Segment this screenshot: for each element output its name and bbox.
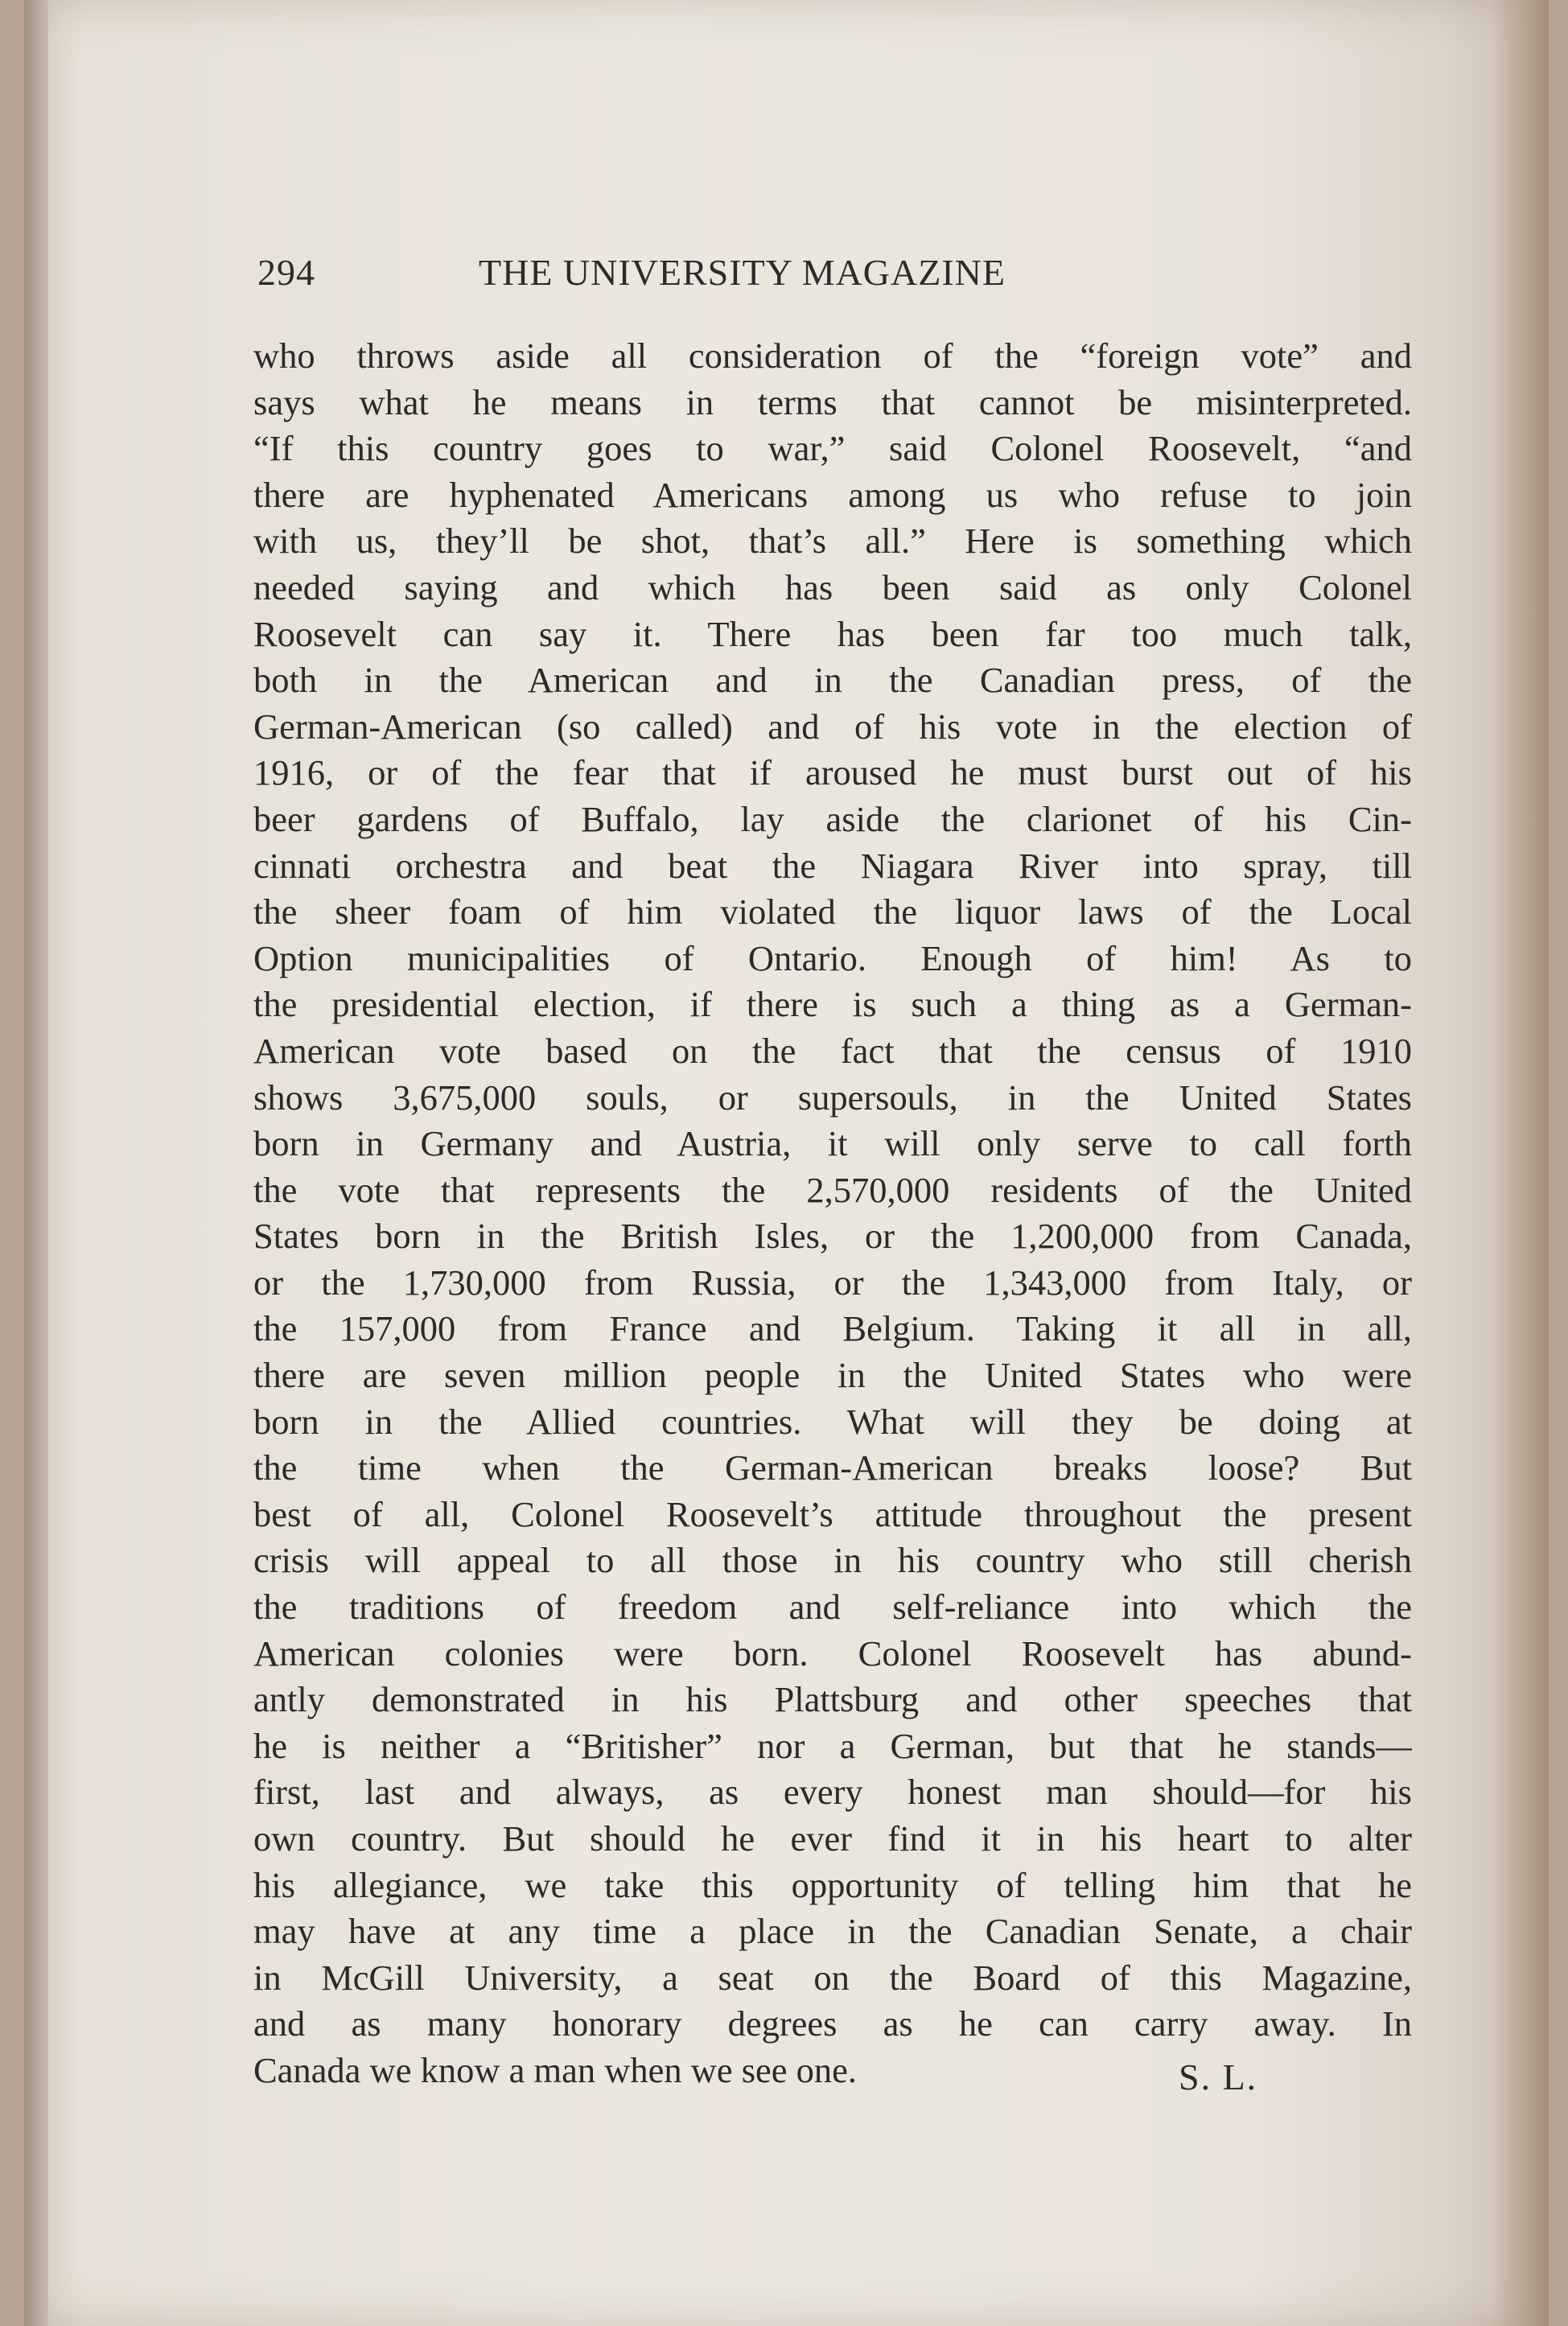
book-page <box>24 0 1549 2326</box>
text-line: there are hyphenated Americans among us who refuse to join <box>253 474 1412 515</box>
text-line: born in the Allied countries. What will they be doing at <box>253 1401 1412 1442</box>
text-line: born in Germany and Austria, it will only serve to call forth <box>253 1123 1412 1164</box>
text-line: says what he means in terms that cannot be misinterpreted. <box>253 381 1412 422</box>
page-edge-shadow <box>1492 0 1549 2326</box>
text-line: who throws aside all consideration of the “foreign vote” and <box>253 336 1412 376</box>
text-line: shows 3,675,000 souls, or supersouls, in the United States <box>253 1077 1412 1118</box>
text-line: own country. But should he ever find it in his heart to alter <box>253 1818 1412 1859</box>
text-line: crisis will appeal to all those in his country who still cherish <box>253 1540 1412 1581</box>
page-header <box>257 251 1102 299</box>
text-line: antly demonstrated in his Plattsburg and other speeches that <box>253 1679 1412 1720</box>
text-line: first, last and always, as every honest man should—for his <box>253 1772 1412 1813</box>
text-line: cinnati orchestra and beat the Niagara River into spray, till <box>253 845 1412 886</box>
text-line: may have at any time a place in the Canadian Senate, a chair <box>253 1911 1412 1952</box>
text-line: the sheer foam of him violated the liquor laws of the Local <box>253 891 1412 932</box>
running-title: THE UNIVERSITY MAGAZINE <box>479 252 1006 293</box>
page-number: 294 <box>257 252 315 293</box>
closing-sentence: Canada we know a man when we see one. <box>253 2049 858 2090</box>
text-line: his allegiance, we take this opportunity of telling him that he <box>253 1864 1412 1905</box>
page-gutter <box>24 0 48 2326</box>
text-line: best of all, Colonel Roosevelt’s attitude throughout the present <box>253 1493 1412 1534</box>
text-line: needed saying and which has been said as only Colonel <box>253 566 1412 607</box>
text-line: States born in the British Isles, or the 1,200,000 from Canada, <box>253 1216 1412 1257</box>
text-line: American vote based on the fact that the census of 1910 <box>253 1030 1412 1071</box>
text-line: beer gardens of Buffalo, lay aside the clarionet of his Cin- <box>253 798 1412 839</box>
text-line: the vote that represents the 2,570,000 residents of the United <box>253 1169 1412 1210</box>
text-line: both in the American and in the Canadian press, of the <box>253 660 1412 701</box>
text-line: with us, they’ll be shot, that’s all.” Here is something which <box>253 521 1412 562</box>
text-line: he is neither a “Britisher” nor a German, but that he stands— <box>253 1725 1412 1766</box>
text-line: German-American (so called) and of his vote in the election of <box>253 706 1412 747</box>
text-line: or the 1,730,000 from Russia, or the 1,343,000 from Italy, or <box>253 1262 1412 1303</box>
text-line: 1916, or of the fear that if aroused he must burst out of his <box>253 752 1412 793</box>
text-line: there are seven million people in the United States who were <box>253 1355 1412 1396</box>
text-line: and as many honorary degrees as he can carry away. In <box>253 2003 1412 2044</box>
text-line: Roosevelt can say it. There has been far too much talk, <box>253 613 1412 654</box>
article-body <box>253 333 1412 2094</box>
text-line: the time when the German-American breaks loose? But <box>253 1447 1412 1488</box>
text-line: the 157,000 from France and Belgium. Taking it all in all, <box>253 1308 1412 1349</box>
text-line: in McGill University, a seat on the Board of this Magazine, <box>253 1957 1412 1998</box>
text-line: American colonies were born. Colonel Roosevelt has abund- <box>253 1632 1412 1673</box>
text-line: Option municipalities of Ontario. Enough of him! As to <box>253 937 1412 978</box>
closing-line <box>253 2048 1412 2094</box>
text-line: the traditions of freedom and self-reliance into which the <box>253 1587 1412 1628</box>
text-line: “If this country goes to war,” said Colonel Roosevelt, “and <box>253 428 1412 469</box>
author-signature: S. L. <box>1179 2056 1258 2094</box>
text-line: the presidential election, if there is such a thing as a German- <box>253 984 1412 1025</box>
